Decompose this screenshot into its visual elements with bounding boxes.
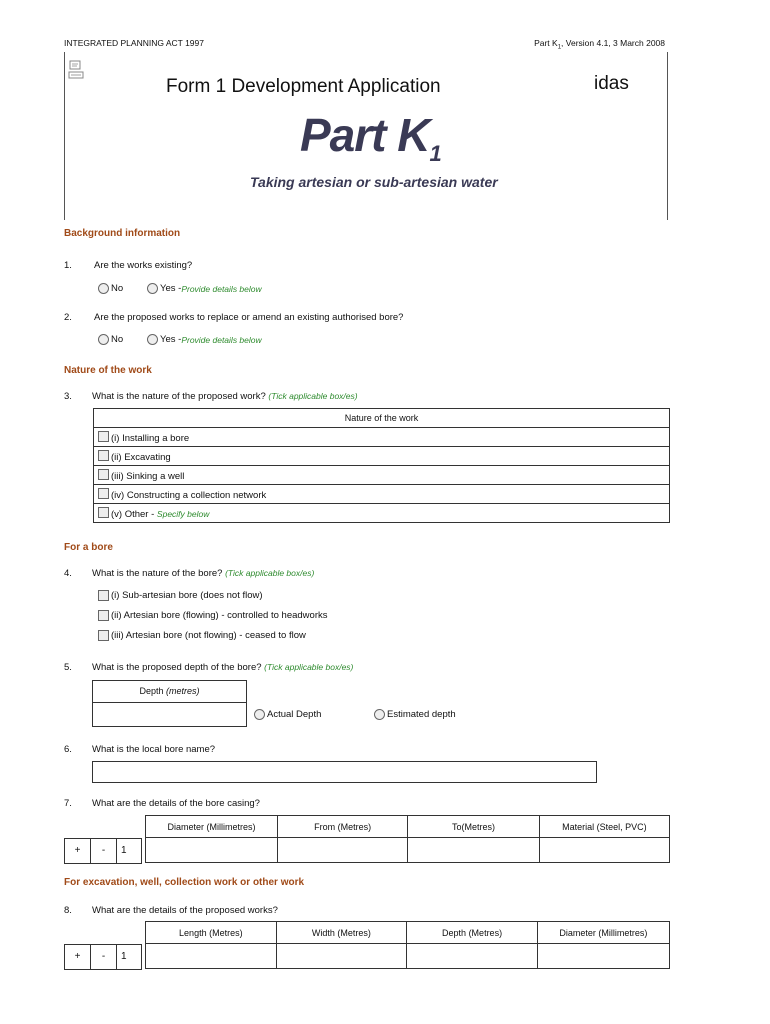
casing-col-material: Material (Steel, PVC) xyxy=(539,816,669,838)
section-background: Background information xyxy=(64,228,181,239)
works-col-length: Length (Metres) xyxy=(146,922,277,944)
add-row-button[interactable]: + xyxy=(65,945,91,969)
radio-icon[interactable] xyxy=(98,283,109,294)
checkbox-icon[interactable] xyxy=(98,630,109,641)
q2-number: 2. xyxy=(64,312,72,323)
radio-icon[interactable] xyxy=(374,709,385,720)
remove-row-button[interactable]: - xyxy=(91,945,117,969)
works-col-depth: Depth (Metres) xyxy=(407,922,538,944)
works-col-width: Width (Metres) xyxy=(276,922,407,944)
checkbox-icon[interactable] xyxy=(98,590,109,601)
header-act: INTEGRATED PLANNING ACT 1997 xyxy=(64,38,204,48)
bore-option-sub-artesian[interactable]: (i) Sub-artesian bore (does not flow) xyxy=(98,590,263,601)
casing-col-from: From (Metres) xyxy=(277,816,407,838)
works-depth-cell[interactable] xyxy=(407,944,538,969)
q1-yes-option[interactable]: Yes - Provide details below xyxy=(147,283,262,294)
subtitle: Taking artesian or sub-artesian water xyxy=(250,174,498,190)
nature-of-work-table xyxy=(93,408,670,523)
estimated-depth-option[interactable]: Estimated depth xyxy=(374,709,456,720)
works-row-controls xyxy=(64,944,142,970)
nature-option-installing[interactable]: (i) Installing a bore xyxy=(94,428,670,447)
form-title: Form 1 Development Application xyxy=(166,76,441,97)
row-number: 1 xyxy=(121,951,127,962)
q7-number: 7. xyxy=(64,798,72,809)
casing-to-cell[interactable] xyxy=(408,838,539,863)
works-width-cell[interactable] xyxy=(276,944,407,969)
works-col-diameter: Diameter (Millimetres) xyxy=(537,922,669,944)
q3-text: What is the nature of the proposed work? (Tick applicable box/es) xyxy=(92,391,358,402)
q7-text: What are the details of the bore casing? xyxy=(92,798,260,809)
radio-icon[interactable] xyxy=(98,334,109,345)
q2-yes-option[interactable]: Yes - Provide details below xyxy=(147,334,262,345)
table-row xyxy=(146,838,670,863)
casing-row-controls xyxy=(64,838,142,864)
section-nature: Nature of the work xyxy=(64,365,152,376)
checkbox-icon[interactable] xyxy=(98,610,109,621)
part-title: Part $K_1$ xyxy=(300,109,441,167)
q1-number: 1. xyxy=(64,260,72,271)
depth-label: Depth (metres) xyxy=(93,681,246,703)
works-diameter-cell[interactable] xyxy=(537,944,669,969)
casing-col-to: To(Metres) xyxy=(408,816,539,838)
casing-from-cell[interactable] xyxy=(277,838,407,863)
q3-number: 3. xyxy=(64,391,72,402)
depth-input[interactable] xyxy=(93,703,246,726)
works-table xyxy=(145,921,670,969)
q6-number: 6. xyxy=(64,744,72,755)
idas-logo: idas xyxy=(594,73,629,94)
q6-text: What is the local bore name? xyxy=(92,744,216,755)
table-row xyxy=(146,944,670,969)
document-icon xyxy=(68,60,86,80)
row-number: 1 xyxy=(121,845,127,856)
q2-text: Are the proposed works to replace or amend an existing authorised bore? xyxy=(94,312,404,323)
radio-icon[interactable] xyxy=(254,709,265,720)
q1-text: Are the works existing? xyxy=(94,260,193,271)
casing-diameter-cell[interactable] xyxy=(146,838,278,863)
checkbox-icon[interactable] xyxy=(98,450,109,461)
bore-option-artesian-flowing[interactable]: (ii) Artesian bore (flowing) - controlled to headworks xyxy=(98,610,327,621)
q4-text: What is the nature of the bore? (Tick applicable box/es) xyxy=(92,568,315,579)
q2-no-option[interactable]: No xyxy=(98,334,123,345)
nature-option-other[interactable]: (v) Other - Specify below xyxy=(94,504,670,523)
nature-table-header: Nature of the work xyxy=(94,409,670,428)
header-version: Part $K_1$, Version 4.1, 3 March 2008 xyxy=(534,38,665,51)
q5-number: 5. xyxy=(64,662,72,673)
casing-material-cell[interactable] xyxy=(539,838,669,863)
q4-number: 4. xyxy=(64,568,72,579)
checkbox-icon[interactable] xyxy=(98,488,109,499)
casing-table xyxy=(145,815,670,863)
bore-option-artesian-not-flowing[interactable]: (iii) Artesian bore (not flowing) - ceased to flow xyxy=(98,630,306,641)
q1-no-option[interactable]: No xyxy=(98,283,123,294)
bore-name-input[interactable] xyxy=(92,761,597,783)
checkbox-icon[interactable] xyxy=(98,469,109,480)
depth-box xyxy=(92,680,247,727)
radio-icon[interactable] xyxy=(147,283,158,294)
casing-col-diameter: Diameter (Millimetres) xyxy=(146,816,278,838)
q8-text: What are the details of the proposed works? xyxy=(92,905,278,916)
checkbox-icon[interactable] xyxy=(98,431,109,442)
works-length-cell[interactable] xyxy=(146,944,277,969)
nature-option-sinking-well[interactable]: (iii) Sinking a well xyxy=(94,466,670,485)
add-row-button[interactable]: + xyxy=(65,839,91,863)
remove-row-button[interactable]: - xyxy=(91,839,117,863)
radio-icon[interactable] xyxy=(147,334,158,345)
section-bore: For a bore xyxy=(64,542,113,553)
nature-option-excavating[interactable]: (ii) Excavating xyxy=(94,447,670,466)
actual-depth-option[interactable]: Actual Depth xyxy=(254,709,321,720)
section-excavation: For excavation, well, collection work or other work xyxy=(64,877,305,888)
nature-option-collection-network[interactable]: (iv) Constructing a collection network xyxy=(94,485,670,504)
checkbox-icon[interactable] xyxy=(98,507,109,518)
q5-text: What is the proposed depth of the bore? (Tick applicable box/es) xyxy=(92,662,354,673)
q8-number: 8. xyxy=(64,905,72,916)
